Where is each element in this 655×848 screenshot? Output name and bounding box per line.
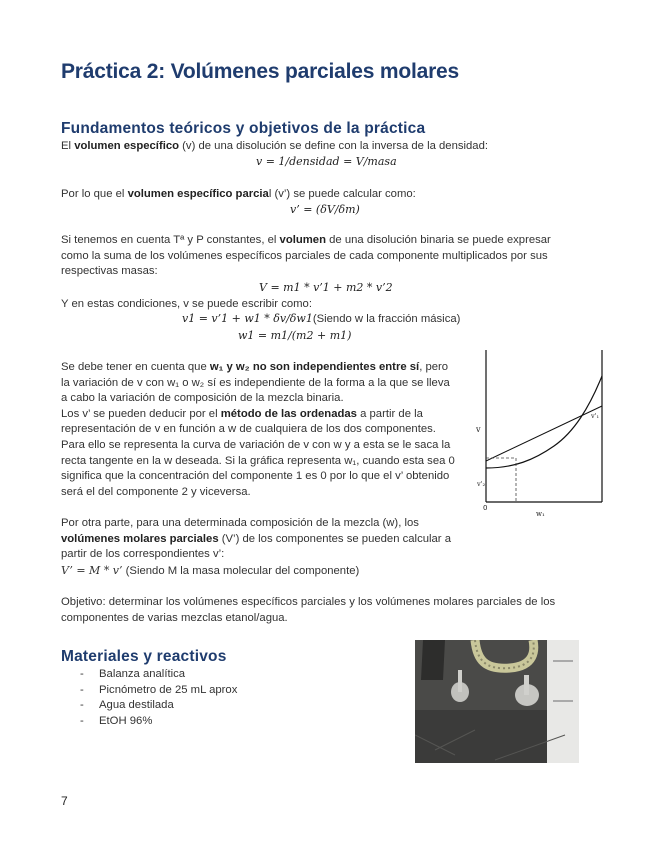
tangent-method-graph bbox=[474, 346, 610, 526]
section-heading-materiales: Materiales y reactivos bbox=[61, 648, 227, 665]
graph-curve bbox=[486, 376, 602, 468]
section-heading-fundamentos: Fundamentos teóricos y objetivos de la práctica bbox=[61, 120, 426, 137]
equation-v1: v1 = v’1 + w1 * δv/δw1(Siendo w la fracción másica) bbox=[182, 312, 461, 325]
equation-volumen-especifico: v = 1/densidad = V/masa bbox=[256, 155, 397, 168]
equation-w1: w1 = m1/(m2 + m1) bbox=[238, 329, 352, 342]
list-item: - Agua destilada bbox=[61, 698, 237, 714]
list-item: - Picnómetro de 25 mL aprox bbox=[61, 683, 237, 699]
paragraph-volumenes-molares: Por otra parte, para una determinada composición de la mezcla (w), los volúmenes molares parciales (V’) de los componentes se pueden calcular a partir de los correspondientes v’: bbox=[61, 517, 451, 561]
equation-volumen-parcial: v’ = (δV/δm) bbox=[290, 203, 360, 216]
equation-volumen-molar: V’ = M * v’ (Siendo M la masa molecular del componente) bbox=[61, 564, 360, 577]
paragraph-objetivo: Objetivo: determinar los volúmenes específicos parciales y los volúmenes molares parciales de los componentes de varias mezclas etanol/agua. bbox=[61, 596, 556, 624]
lab-photo bbox=[415, 640, 579, 763]
graph-y-label: v bbox=[476, 425, 481, 434]
paragraph-volumen-especifico: El volumen específico (v) de una disolución se define con la inversa de la densidad: bbox=[61, 140, 489, 152]
graph-origin-label: 0 bbox=[483, 504, 488, 512]
page-number: 7 bbox=[61, 794, 68, 808]
list-item: - EtOH 96% bbox=[61, 714, 237, 730]
equation-volumen-total: V = m1 * v’1 + m2 * v’2 bbox=[259, 281, 393, 294]
list-item: - Balanza analítica bbox=[61, 667, 237, 683]
paragraph-volumen-parcial: Por lo que el volumen específico parcial (v’) se puede calcular como: bbox=[61, 188, 416, 200]
paragraph-volumen-binaria: Si tenemos en cuenta Tª y P constantes, el volumen de una disolución binaria se puede expresar como la suma de los volúmenes específicos parciales de cada componente multiplicados por sus respectivas masas: bbox=[61, 234, 551, 278]
paragraph-metodo-ordenadas: Se debe tener en cuenta que w₁ y w₂ no son independientes entre sí, pero la variación de v con w₁ o w₂ sí es independiente de la forma a la que se lleva a cabo la variación de composición de la mezcla binaria. Los v’ se pueden deducir por el método de las ordenadas a partir de la representación de v en función a w de cualquiera de los dos componentes. Para ello se representa la curva de variación de v con w y a esta se le saca la recta tangente en la w deseada. Si la gráfica representa w₁, cuando esta sea 0 significa que la concentración del componente 1 es 0 por lo que el v’ obtenido será el del componente 2 y viceversa. bbox=[61, 361, 455, 498]
page-title: Práctica 2: Volúmenes parciales molares bbox=[61, 60, 460, 83]
graph-left-intercept-label: v'₂ bbox=[477, 480, 486, 488]
paragraph-condiciones: Y en estas condiciones, v se puede escribir como: bbox=[61, 298, 312, 310]
graph-right-intercept-label: v'₁ bbox=[591, 412, 600, 420]
materials-list bbox=[61, 667, 237, 729]
graph-x-label: w₁ bbox=[536, 510, 545, 518]
